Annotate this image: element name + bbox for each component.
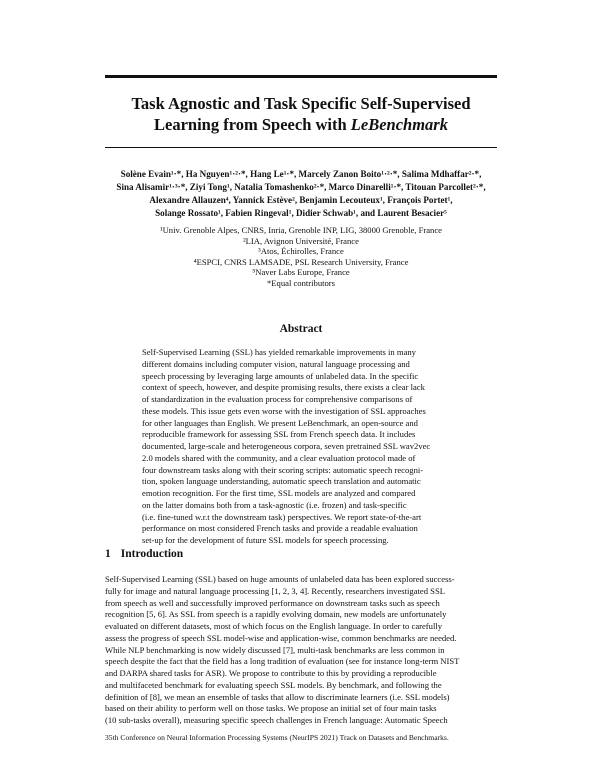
abstract-line: set-up for the development of future SSL models for speech processing. [142,535,389,545]
affiliation-line: ²LIA, Avignon Université, France [243,235,359,246]
abstract-heading: Abstract [279,323,323,335]
author-list [95,168,507,220]
intro-line: evaluated on different datasets, most of which focus on the English language. In order to carefully [105,621,443,631]
abstract-line: four downstream tasks along with their scoring scripts: automatic speech recogni- [142,464,424,475]
abstract-line: reproducible framework for assessing SSL from French speech data. It includes [142,429,416,440]
intro-line: based on their ability to perform well on those tasks. We propose an initial set of four main tasks [105,703,437,714]
abstract-line: speech processing by leveraging large amounts of unlabeled data. In the specific [142,370,419,381]
intro-line: from speech as well and successfully improved performance on downstream tasks such as speech [105,597,440,608]
intro-line: definition of [8], we mean an ensemble of tasks that allow to discriminate learners (i.e. SSL models) [105,691,450,702]
abstract-line: of standardization in the evaluation process for comprehensive comparisons of [142,394,413,404]
author-line: Alexandre Allauzen⁴, Yannick Estève², Benjamin Lecouteux¹, François Portet¹, [149,195,453,205]
abstract-body [142,347,460,547]
author-line: Solange Rossato¹, Fabien Ringeval¹, Didier Schwab¹, and Laurent Besacier⁵ [155,208,447,218]
author-line: Sina Alisamir¹·³·*, Ziyi Tong¹, Natalia Tomashenko²·*, Marco Dinarelli¹·*, Titouan Parcollet²·*, [116,182,486,192]
affiliation-line: ³Atos, Échirolles, France [258,246,344,257]
title-rule-top [105,75,497,78]
abstract-line: performance on most considered French tasks and provide a readable evaluation [142,523,418,534]
abstract-line: Self-Supervised Learning (SSL) has yielded remarkable improvements in many [142,347,416,357]
paper-title [105,93,497,135]
title-line-2-emph: LeBenchmark [350,115,448,134]
affiliation-line: ⁴ESPCI, CNRS LAMSADE, PSL Research University, France [193,256,409,267]
title-line-1: Task Agnostic and Task Specific Self-Supervised [131,94,471,113]
intro-line: assess the progress of speech SSL model-wise and application-wise, common benchmarks are needed. [105,632,457,643]
affiliation-list [105,225,497,289]
abstract-line: documented, large-scale and heterogeneous corpora, seven pretrained SSL wav2vec [142,441,431,451]
affiliation-line: ¹Univ. Grenoble Alpes, CNRS, Inria, Grenoble INP, LIG, 38000 Grenoble, France [160,225,442,235]
section-number: 1 [105,548,111,560]
abstract-line: context of speech, however, and despite promising results, there exists a clear lack [142,382,425,393]
affiliation-line: *Equal contributors [266,277,336,288]
abstract-line: for other languages than English. We present LeBenchmark, an open-source and [142,417,418,428]
abstract-line: (i.e. fine-tuned w.r.t the downstream task) perspectives. We report state-of-the-art [142,511,422,522]
affiliation-line: ⁵Naver Labs Europe, France [252,267,350,278]
intro-line: (10 sub-tasks overall), measuring specific speech challenges in French language: Automatic Speech [105,715,448,725]
abstract-line: on the latter domains both from a task-agnostic (i.e. frozen) and task-specific [142,499,407,510]
intro-line: While NLP benchmarking is now widely discussed [7], multi-task benchmarks are less common in [105,644,445,655]
title-line-2-prefix: Learning from Speech with [154,115,351,134]
intro-line: and DARPA shared tasks for ASR). We propose to contribute to this by providing a reproducible [105,668,437,678]
intro-line: speech despite the fact that the field has a long tradition of evaluation (see for instance long-term NIST [105,656,460,667]
section-title: Introduction [120,548,184,560]
abstract-line: 2.0 models shared with the community, and a clear evaluation protocol made of [142,452,416,463]
intro-line: Self-Supervised Learning (SSL) based on huge amounts of unlabeled data has been explored success- [105,574,455,584]
abstract-line: tion, spoken language understanding, automatic speech translation and automatic [142,476,421,487]
section-heading-introduction [105,548,183,560]
intro-line: fully for image and natural language processing [1, 2, 3, 4]. Recently, researchers investigated SSL [105,585,445,596]
introduction-body [105,574,497,727]
abstract-line: different domains including computer vision, natural language processing and [142,358,410,369]
abstract-line: these models. This issue gets even worse with the investigation of SSL approaches [142,405,426,416]
conference-footnote: 35th Conference on Neural Information Processing Systems (NeurIPS 2021) Track on Datasets and Benchmarks. [105,733,449,742]
abstract-line: emotion recognition. For the first time, SSL models are analyzed and compared [142,488,416,498]
intro-line: and multifaceted benchmark for evaluating speech SSL models. By benchmark, and following the [105,679,442,690]
title-rule-bottom [105,147,497,148]
author-line: Solène Evain¹·*, Ha Nguyen¹·²·*, Hang Le¹·*, Marcely Zanon Boito¹·²·*, Salima Mdhaffar²·*, [120,169,482,179]
intro-line: recognition [5, 6]. As SSL from speech is a rapidly evolving domain, new models are unfortunately [105,609,447,620]
